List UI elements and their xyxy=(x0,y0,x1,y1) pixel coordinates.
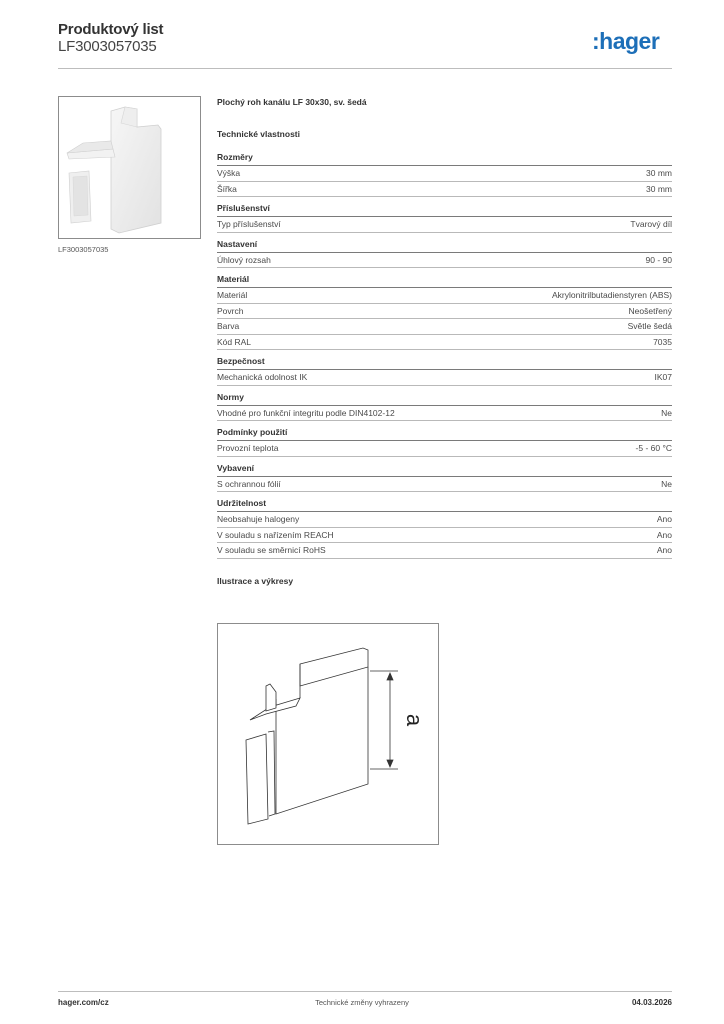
illustration-heading: Ilustrace a výkresy xyxy=(217,575,294,586)
product-image-caption: LF3003057035 xyxy=(58,245,109,254)
spec-label: Vhodné pro funkční integritu podle DIN4102-12 xyxy=(217,407,395,418)
footer-divider xyxy=(58,991,672,992)
spec-row xyxy=(217,406,672,422)
spec-section xyxy=(217,355,672,386)
product-image xyxy=(58,96,201,239)
spec-label: V souladu se směrnicí RoHS xyxy=(217,545,326,555)
spec-value: 7035 xyxy=(653,336,672,347)
spec-section-title: Vybavení xyxy=(217,462,672,477)
spec-value: Tvarový díl xyxy=(630,219,672,229)
spec-row xyxy=(217,543,672,559)
footer-note: Technické změny vyhrazeny xyxy=(315,998,409,1007)
spec-value: Světle šedá xyxy=(627,321,672,331)
footer-website: hager.com/cz xyxy=(58,998,109,1007)
hager-logo xyxy=(592,27,676,57)
spec-value: Ne xyxy=(661,478,672,489)
product-code: LF3003057035 xyxy=(58,38,157,55)
spec-row xyxy=(217,217,672,233)
spec-label: Povrch xyxy=(217,305,244,316)
spec-sections xyxy=(217,151,672,559)
spec-label: Výška xyxy=(217,168,241,178)
spec-label: Neobsahuje halogeny xyxy=(217,514,300,524)
spec-section xyxy=(217,151,672,197)
spec-value: -5 - 60 °C xyxy=(635,443,672,453)
spec-value: Ne xyxy=(661,407,672,418)
spec-section xyxy=(217,497,672,559)
spec-section xyxy=(217,462,672,493)
header-divider xyxy=(58,68,672,69)
spec-label: Úhlový rozsah xyxy=(217,254,271,265)
spec-section-title: Rozměry xyxy=(217,151,672,166)
product-name: Plochý roh kanálu LF 30x30, sv. šedá xyxy=(217,97,367,107)
spec-label: Mechanická odolnost IK xyxy=(217,372,308,382)
dimension-a-label: a xyxy=(402,713,427,727)
spec-value: 30 mm xyxy=(646,183,672,194)
spec-row xyxy=(217,528,672,544)
spec-content xyxy=(217,96,672,586)
spec-label: Materiál xyxy=(217,290,248,300)
spec-value: 30 mm xyxy=(646,168,672,178)
footer-date: 04.03.2026 xyxy=(631,998,672,1007)
spec-section-title: Normy xyxy=(217,391,672,406)
spec-row xyxy=(217,166,672,182)
spec-section-title: Příslušenství xyxy=(217,202,672,217)
spec-value: Ano xyxy=(656,545,672,555)
technical-drawing xyxy=(217,623,439,845)
spec-value: 90 - 90 xyxy=(645,254,672,265)
spec-section xyxy=(217,391,672,422)
page-title: Produktový list xyxy=(58,21,164,38)
spec-label: V souladu s nařízením REACH xyxy=(217,529,334,540)
spec-section-title: Podmínky použití xyxy=(217,426,672,441)
spec-row xyxy=(217,253,672,269)
spec-value: IK07 xyxy=(654,372,672,382)
spec-row xyxy=(217,441,672,457)
spec-value: Akrylonitrilbutadienstyren (ABS) xyxy=(552,290,672,300)
spec-section-title: Nastavení xyxy=(217,238,672,253)
spec-section xyxy=(217,426,672,457)
spec-row xyxy=(217,182,672,198)
spec-row xyxy=(217,370,672,386)
spec-value: Ano xyxy=(656,514,672,524)
spec-value: Neošetřený xyxy=(628,305,672,316)
spec-row xyxy=(217,335,672,351)
spec-label: Provozní teplota xyxy=(217,443,279,453)
technical-properties-heading: Technické vlastnosti xyxy=(217,129,300,139)
spec-section xyxy=(217,202,672,233)
spec-label: Typ příslušenství xyxy=(217,219,281,229)
spec-row xyxy=(217,477,672,493)
spec-section xyxy=(217,273,672,350)
spec-section-title: Bezpečnost xyxy=(217,355,672,370)
spec-label: S ochrannou fólií xyxy=(217,478,281,489)
spec-value: Ano xyxy=(656,529,672,540)
spec-section xyxy=(217,238,672,269)
spec-section-title: Udržitelnost xyxy=(217,497,672,512)
spec-label: Šířka xyxy=(217,183,237,194)
spec-row xyxy=(217,304,672,320)
spec-section-title: Materiál xyxy=(217,273,672,288)
svg-text::hager: :hager xyxy=(592,28,660,54)
spec-row xyxy=(217,319,672,335)
spec-label: Kód RAL xyxy=(217,336,252,347)
spec-row xyxy=(217,512,672,528)
spec-label: Barva xyxy=(217,321,240,331)
spec-row xyxy=(217,288,672,304)
